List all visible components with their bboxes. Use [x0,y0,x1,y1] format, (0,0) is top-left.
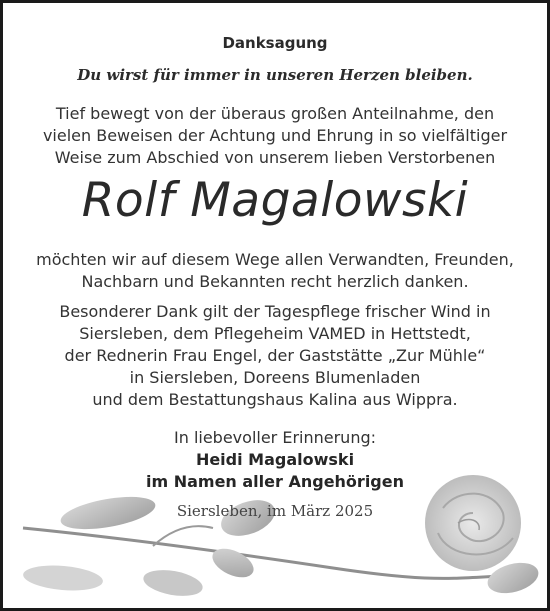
thanks-line: möchten wir auf diesem Wege allen Verwandten, Freunden, [36,250,514,269]
special-thanks-line: Besonderer Dank gilt der Tagespflege frischer Wind in [59,302,491,321]
intro-line: Tief bewegt von der überaus großen Anteilnahme, den [55,104,495,123]
on-behalf-line: im Namen aller Angehörigen [145,472,404,491]
thanks-line: Nachbarn und Bekannten recht herzlich danken. [81,272,469,291]
special-thanks-line: der Rednerin Frau Engel, der Gaststätte „Zur Mühle“ [64,346,486,365]
intro-line: vielen Beweisen der Achtung und Ehrung in so vielfältiger [42,126,508,145]
special-thanks-line: und dem Bestattungshaus Kalina aus Wippra. [92,390,458,409]
place-date-line: Siersleben, im März 2025 [176,502,374,520]
closing-intro: In liebevoller Erinnerung: [174,428,376,447]
intro-paragraph [3,103,547,169]
closing-block [3,427,547,493]
notice-heading: Danksagung [222,34,328,52]
intro-line: Weise zum Abschied von unserem lieben Verstorbenen [54,148,496,167]
signer-name: Heidi Magalowski [195,450,355,469]
special-thanks-line: in Siersleben, Doreens Blumenladen [129,368,421,387]
special-thanks-paragraph [3,301,547,411]
deceased-name: Rolf Magalowski [81,173,469,228]
memorial-motto: Du wirst für immer in unseren Herzen bleiben. [77,66,473,84]
thanks-paragraph [3,249,547,293]
special-thanks-line: Siersleben, dem Pflegeheim VAMED in Hettstedt, [79,324,471,343]
